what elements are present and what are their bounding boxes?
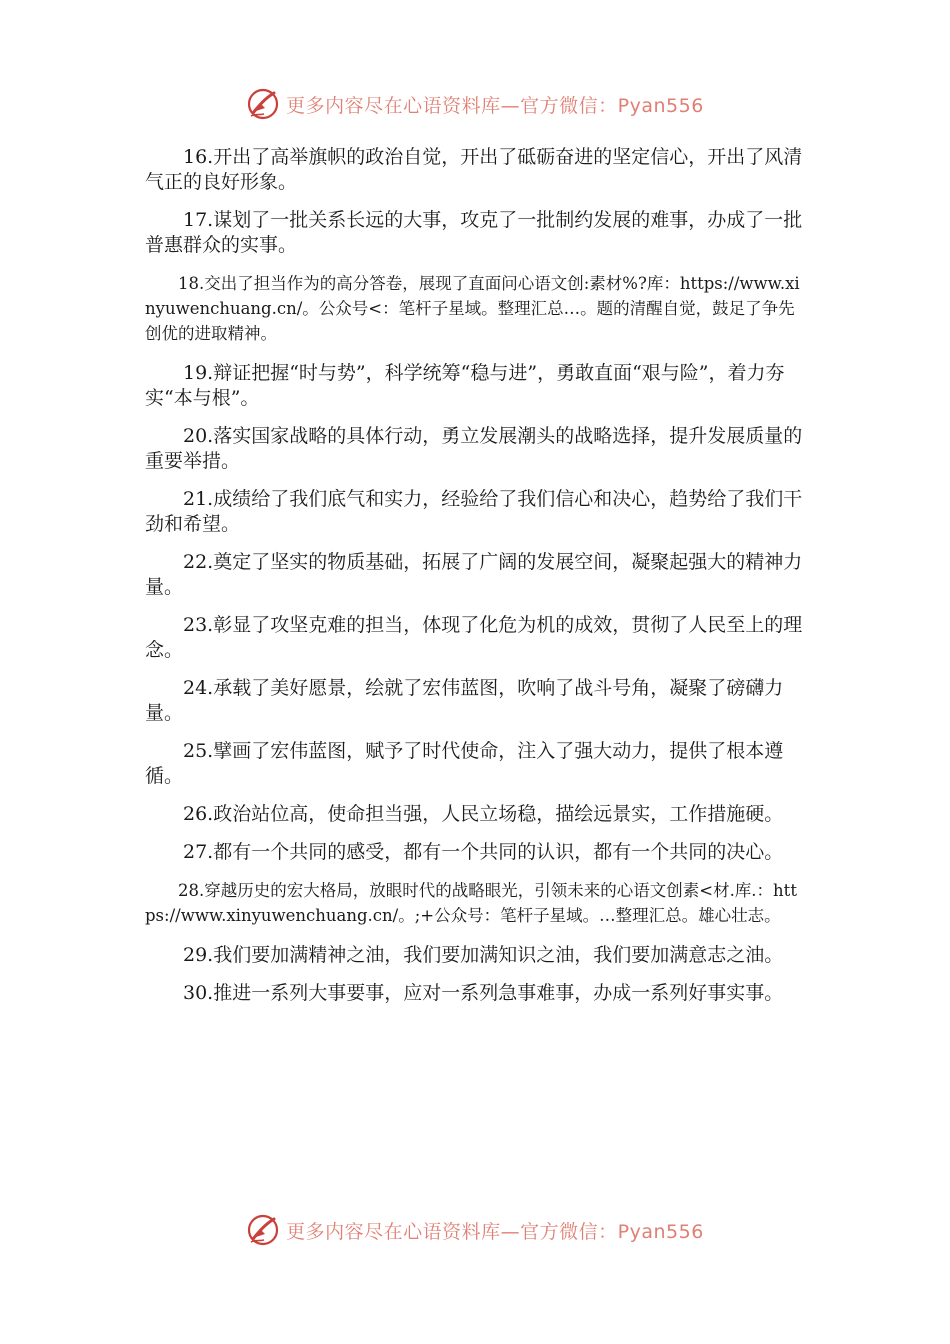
banner-text: 更多内容尽在心语资料库—官方微信：Pyan556 <box>286 1220 704 1243</box>
banner-text: 更多内容尽在心语资料库—官方微信：Pyan556 <box>286 94 704 117</box>
list-item: 18.交出了担当作为的高分答卷，展现了直面问心语文创:素材%?库：https://www.xinyuwenchuang.cn/。公众号<：笔杆子星域。整理汇总…。题的清醒自觉，鼓足了争先创优的进取精神。 <box>145 274 800 343</box>
list-item: 17.谋划了一批关系长远的大事，攻克了一批制约发展的难事，办成了一批普惠群众的实事。 <box>145 209 803 256</box>
list-item: 25.擘画了宏伟蓝图，赋予了时代使命，注入了强大动力，提供了根本遵循。 <box>145 740 784 787</box>
main-content <box>145 145 807 1019</box>
pen-logo-icon <box>246 87 280 121</box>
list-item: 26.政治站位高，使命担当强，人民立场稳，描绘远景实，工作措施硬。 <box>183 803 784 825</box>
list-item: 19.辩证把握“时与势”，科学统筹“稳与进”，勇敢直面“艰与险”，着力夯实“本与根”。 <box>145 362 785 409</box>
list-item: 27.都有一个共同的感受，都有一个共同的认识，都有一个共同的决心。 <box>183 841 784 863</box>
list-item: 21.成绩给了我们底气和实力，经验给了我们信心和决心，趋势给了我们干劲和希望。 <box>145 488 803 535</box>
list-item: 28.穿越历史的宏大格局，放眼时代的战略眼光，引领未来的心语文创素<材.库.：https://www.xinyuwenchuang.cn/。;+公众号：笔杆子星域。…整理汇总。雄心壮志。 <box>145 881 797 925</box>
list-item: 16.开出了高举旗帜的政治自觉，开出了砥砺奋进的坚定信心，开出了风清气正的良好形象。 <box>145 146 803 193</box>
list-item: 20.落实国家战略的具体行动，勇立发展潮头的战略选择，提升发展质量的重要举措。 <box>145 425 803 472</box>
list-item: 24.承载了美好愿景，绘就了宏伟蓝图，吹响了战斗号角，凝聚了磅礴力量。 <box>145 677 784 724</box>
pen-logo-icon <box>246 1213 280 1247</box>
list-item: 22.奠定了坚实的物质基础，拓展了广阔的发展空间，凝聚起强大的精神力量。 <box>145 551 803 598</box>
header-banner <box>0 84 950 124</box>
list-item: 23.彰显了攻坚克难的担当，体现了化危为机的成效，贯彻了人民至上的理念。 <box>145 614 803 661</box>
footer-banner <box>0 1210 950 1250</box>
list-item: 30.推进一系列大事要事，应对一系列急事难事，办成一系列好事实事。 <box>183 982 784 1004</box>
list-item: 29.我们要加满精神之油，我们要加满知识之油，我们要加满意志之油。 <box>183 944 784 966</box>
